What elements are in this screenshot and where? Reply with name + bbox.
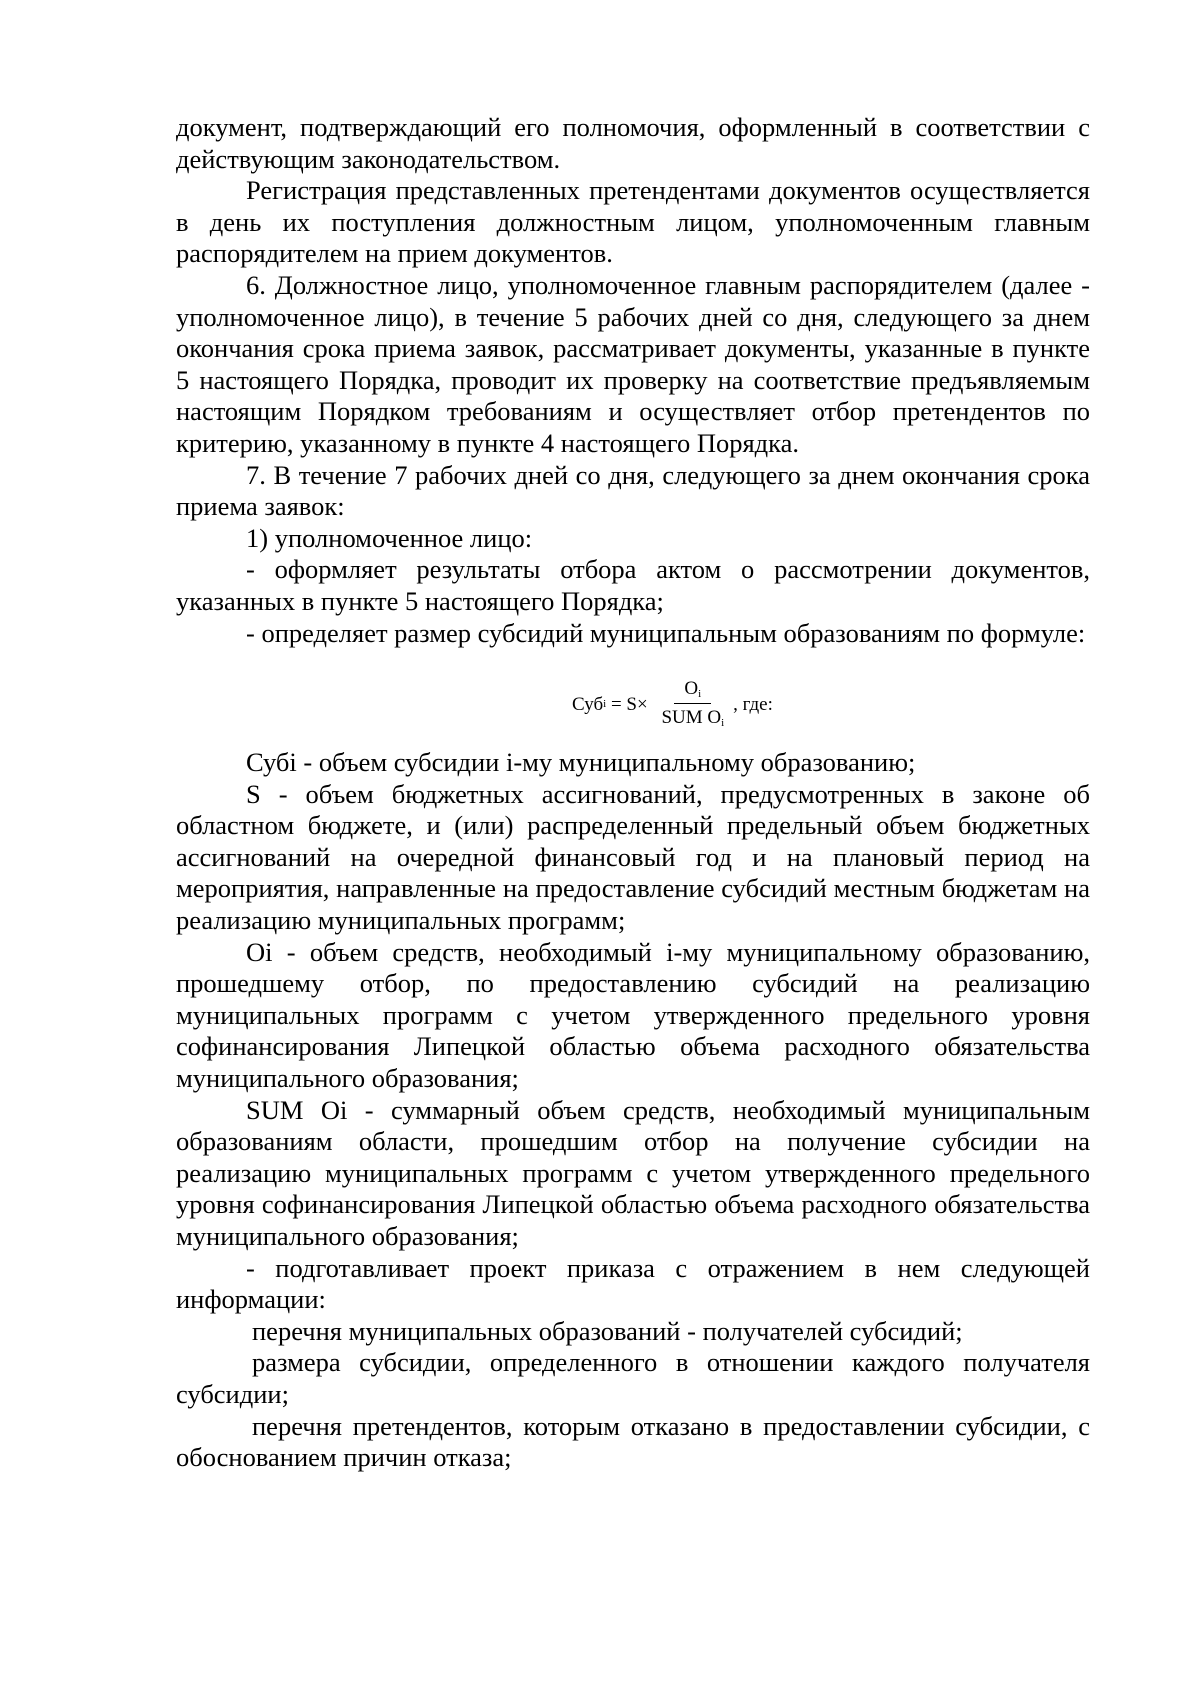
- subsidy-formula: [176, 649, 1090, 747]
- paragraph-draft-order: - подготавливает проект приказа с отражением в нем следующей информации:: [176, 1252, 1090, 1315]
- formula-denominator: SUM $O_i$: [661, 707, 725, 730]
- definition-sum-o-i: SUM Oi - суммарный объем средств, необходимый муниципальным образованиям области, прошедшим отбор на получение субсидии на реализацию муниципальных программ с учетом утвержденного предельного уровня софинансирования Липецкой областью объема расходного обязательства муниципального образования;: [176, 1094, 1090, 1251]
- paragraph-registration: Регистрация представленных претендентами документов осуществляется в день их поступления должностным лицом, уполномоченным главным распорядителем на прием документов.: [176, 175, 1090, 269]
- document-body: [176, 112, 1090, 1474]
- definition-sub-i: Субi - объем субсидии i-му муниципальному образованию;: [246, 747, 916, 778]
- definition-o-i: Oi - объем средств, необходимый i-му муниципальному образованию, прошедшему отбор, по предоставлению субсидий на реализацию муниципальных программ с учетом утвержденного предельного уровня софинансирования Липецкой областью объема расходного обязательства муниципального образования;: [176, 936, 1090, 1094]
- paragraph-subitem-1: 1) уполномоченное лицо:: [246, 522, 533, 553]
- formula-tail: , где:: [733, 693, 773, 715]
- formula-lhs: Суб: [572, 693, 604, 715]
- paragraph-formula-intro: - определяет размер субсидий муниципальным образованиям по формуле:: [246, 617, 1086, 648]
- paragraph-recipients-list: перечня муниципальных образований - получателей субсидий;: [252, 1315, 963, 1346]
- paragraph-item-6: 6. Должностное лицо, уполномоченное главным распорядителем (далее - уполномоченное лицо), в течение 5 рабочих дней со дня, следующего за днем окончания срока приема заявок, рассматривает документы, указанные в пункте 5 настоящего Порядка, проводит их проверку на соответствие предъявляемым настоящим Порядком требованиям и осуществляет отбор претендентов по критерию, указанному в пункте 4 настоящего Порядка.: [176, 269, 1090, 458]
- paragraph-item-7: 7. В течение 7 рабочих дней со дня, следующего за днем окончания срока приема заявок:: [176, 459, 1090, 522]
- paragraph-subsidy-size: размера субсидии, определенного в отношении каждого получателя субсидии;: [176, 1347, 1090, 1409]
- paragraph-refused-list: перечня претендентов, которым отказано в предоставлении субсидии, с обоснованием причин отказа;: [176, 1410, 1090, 1473]
- formula-lhs-subscript: i: [603, 697, 607, 710]
- definition-s: S - объем бюджетных ассигнований, предусмотренных в законе об областном бюджете, и (или) распределенный предельный объем бюджетных ассигнований на очередной финансовый год и на плановый период на мероприятия, направленные на предоставление субсидий местным бюджетам на реализацию муниципальных программ;: [176, 778, 1090, 936]
- formula-fraction: [655, 679, 730, 729]
- formula-numerator: $O_i$: [674, 679, 711, 704]
- paragraph-act-of-review: - оформляет результаты отбора актом о рассмотрении документов, указанных в пункте 5 настоящего Порядка;: [176, 554, 1090, 616]
- formula-operator: = S×: [606, 693, 653, 715]
- paragraph-document-authority: документ, подтверждающий его полномочия, оформленный в соответствии с действующим законодательством.: [176, 112, 1090, 174]
